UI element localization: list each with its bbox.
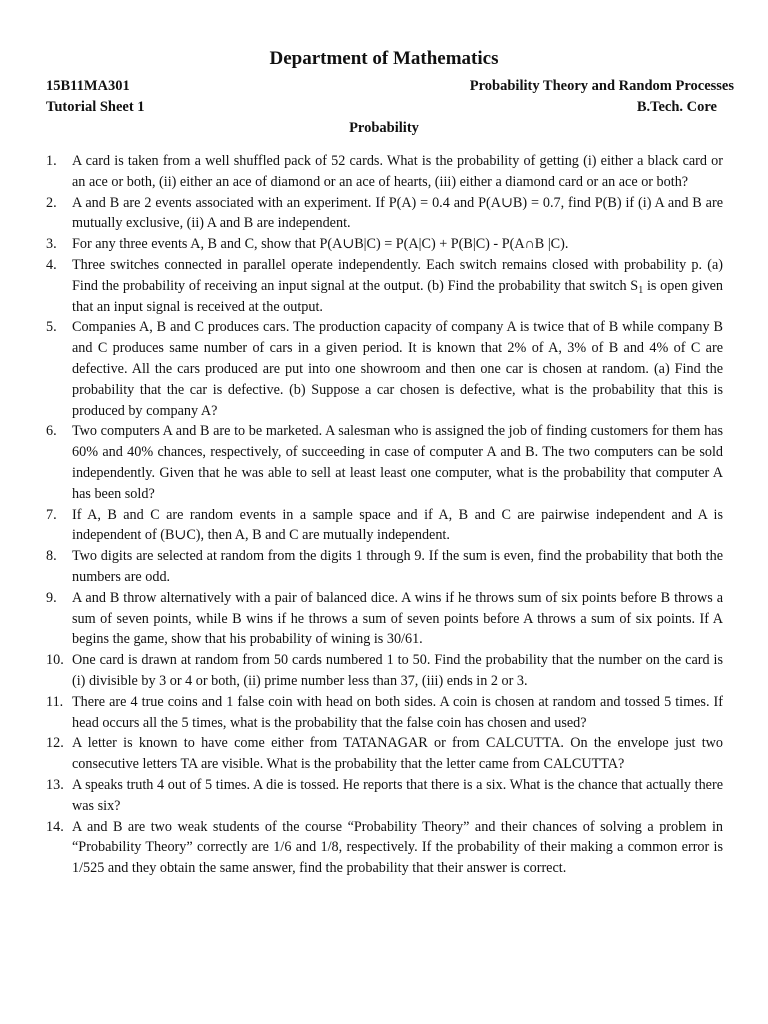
question-number: 5. xyxy=(46,319,57,336)
question-number: 10. xyxy=(46,652,64,669)
question-item xyxy=(46,151,723,193)
question-item xyxy=(46,193,723,235)
question-item xyxy=(46,588,723,650)
question-text: One card is drawn at random from 50 cards numbered 1 to 50. Find the probability that the number on the card is (i) divisible by 3 or 4 or both, (ii) prime number less than 37, (iii) ends in 2 or 3. xyxy=(72,652,723,689)
question-number: 6. xyxy=(46,423,57,440)
question-list xyxy=(46,151,723,879)
question-text: A and B throw alternatively with a pair of balanced dice. A wins if he throws sum of six points before B throws a sum of seven points, while B wins if he throws a sum of seven points before A throws a sum of six points. If A begins the game, show that his probability of wining is 30/61. xyxy=(72,589,723,648)
question-text: A and B are 2 events associated with an experiment. If P(A) = 0.4 and P(A∪B) = 0.7, find P(B) if (i) A and B are mutually exclusive, (ii) A and B are independent. xyxy=(72,194,723,232)
question-text: A letter is known to have come either from TATANAGAR or from CALCUTTA. On the envelope just two consecutive letters TA are visible. What is the probability that the letter came from CALCUTTA? xyxy=(72,735,723,773)
question-text: For any three events A, B and C, show that P(A∪B|C) = P(A|C) + P(B|C) - P(A∩B |C). xyxy=(72,236,569,253)
question-text: A card is taken from a well shuffled pack of 52 cards. What is the probability of getting (i) either a black card or an ace or both, (ii) either an ace of diamond or an ace of hearts, (iii) either a diamond card or an ace or both? xyxy=(72,153,723,190)
sheet-label: Tutorial Sheet 1 xyxy=(46,99,145,115)
course-code: 15B11MA301 xyxy=(46,78,130,94)
question-number: 7. xyxy=(46,506,57,523)
question-text: Companies A, B and C produces cars. The production capacity of company A is twice that of B while company B and C produces same number of cars in a given period. It is known that 2% of A, 3% of B and 4% of C are defective. All the cars produced are put into one showroom and then one car is chosen at random. (a) Find the probability that the car is defective. (b) Suppose a car chosen is defective, what is the probability that this is produced by company A? xyxy=(72,319,723,419)
question-item xyxy=(46,733,723,775)
question-item xyxy=(46,317,723,421)
question-item xyxy=(46,546,723,588)
question-number: 1. xyxy=(46,153,57,169)
question-text-cont: is open given that an input signal is received at the output. xyxy=(72,277,724,315)
question-text: A speaks truth 4 out of 5 times. A die is tossed. He reports that there is a six. What is the chance that actually there was six? xyxy=(72,776,723,814)
department-title: Department of Mathematics xyxy=(269,48,499,69)
question-text: Three switches connected in parallel operate independently. Each switch remains closed with probability p. (a) Find the probability of receiving an input signal at the output. (b) Find the probability that switch S xyxy=(72,256,723,294)
question-number: 11. xyxy=(46,693,64,710)
subscript: 1 xyxy=(638,284,644,296)
question-number: 2. xyxy=(46,194,57,211)
question-item xyxy=(46,505,723,547)
question-number: 14. xyxy=(46,818,64,835)
question-text: If A, B and C are random events in a sample space and if A, B and C are pairwise independent and A is independent of (B∪C), then A, B and C are mutually independent. xyxy=(72,506,723,544)
topic-heading: Probability xyxy=(349,120,419,136)
question-number: 3. xyxy=(46,236,57,253)
question-text: A and B are two weak students of the course “Probability Theory” and their chances of solving a problem in “Probability Theory” correctly are 1/6 and 1/8, respectively. If the probability of their making a common error is 1/525 and they obtain the same answer, find the probability that their answer is correct. xyxy=(72,818,723,877)
question-number: 8. xyxy=(46,548,57,565)
question-text: Two computers A and B are to be marketed. A salesman who is assigned the job of finding customers for them has 60% and 40% chances, respectively, of succeeding in case of computer A and B. The two computers can be sold independently. Given that he was able to sell at least least one computer, what is the probability that computer A has been sold? xyxy=(72,423,723,502)
question-item xyxy=(46,234,723,255)
question-item xyxy=(46,775,723,817)
question-number: 13. xyxy=(46,776,64,793)
question-number: 12. xyxy=(46,735,64,752)
question-number: 4. xyxy=(46,256,57,273)
question-text: Two digits are selected at random from the digits 1 through 9. If the sum is even, find the probability that both the numbers are odd. xyxy=(72,548,723,585)
course-name: Probability Theory and Random Processes xyxy=(469,78,734,94)
question-item xyxy=(46,255,723,317)
question-item xyxy=(46,817,723,879)
question-item xyxy=(46,692,723,734)
question-number: 9. xyxy=(46,589,57,606)
program-label: B.Tech. Core xyxy=(636,99,717,115)
question-text: There are 4 true coins and 1 false coin with head on both sides. A coin is chosen at random and tossed 5 times. If head occurs all the 5 times, what is the probability that the false coin has chosen and used? xyxy=(72,693,723,731)
question-item xyxy=(46,421,723,504)
question-item xyxy=(46,650,723,692)
